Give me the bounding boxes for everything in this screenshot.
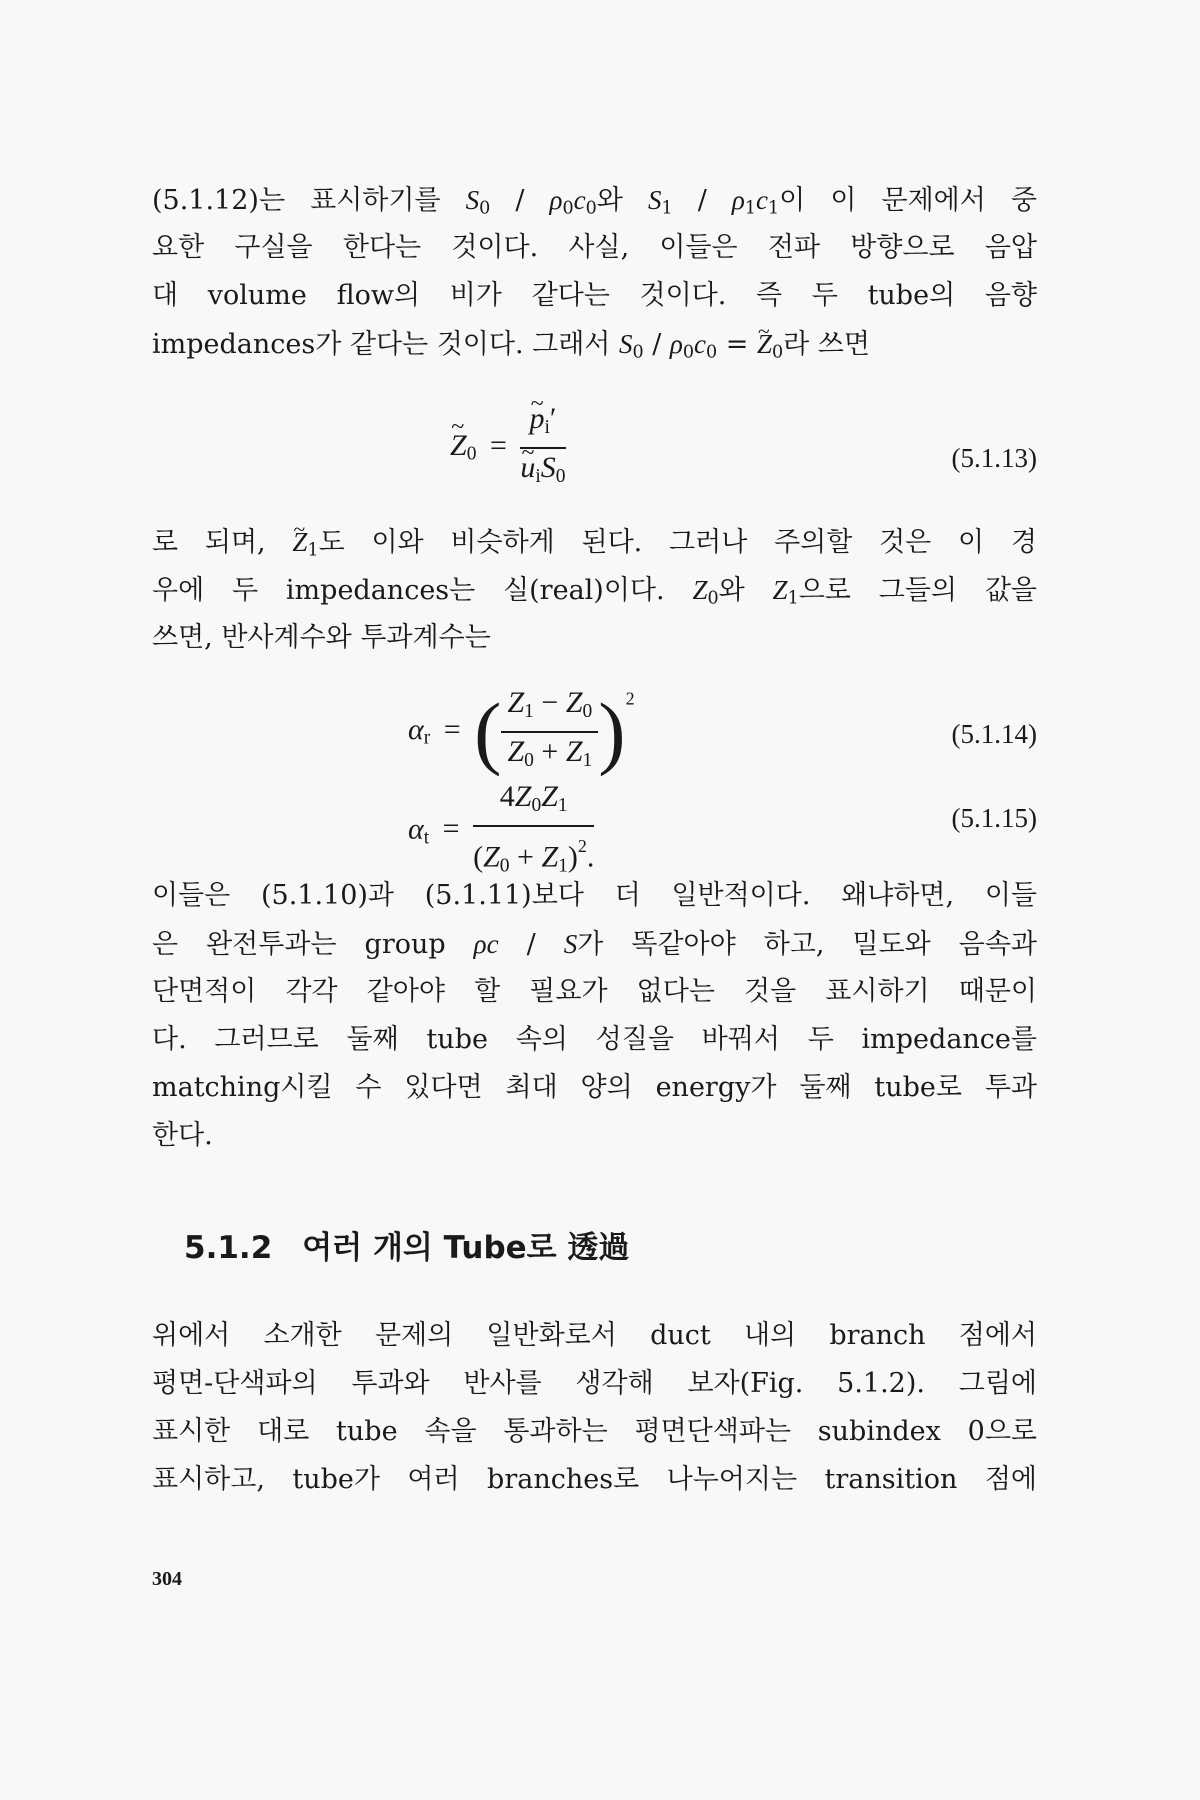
equation-number-5-1-15: (5.1.15) bbox=[951, 803, 1037, 833]
equation-number-5-1-14: (5.1.14) bbox=[951, 719, 1037, 749]
equation-5-1-14: $\alpha_r$ = ( $\frac{Z_1 - Z_0}{Z_0 + Z_1}$ )$^2$ bbox=[408, 684, 635, 780]
para3-line5: matching시킬 수 있다면 최대 양의 energy가 둘째 tube로 투과 bbox=[152, 1072, 1037, 1103]
para4-line1: 위에서 소개한 문제의 일반화로서 duct 내의 branch 점에서 bbox=[152, 1320, 1037, 1351]
para2-line2: 우에 두 impedances는 실(real)이다. $Z_0$와 $Z_1$으로 그들의 값을 bbox=[152, 575, 1037, 609]
para1-line2: 요한 구실을 한다는 것이다. 사실, 이들은 전파 방향으로 음압 bbox=[152, 232, 1037, 263]
para3-line1: 이들은 (5.1.10)과 (5.1.11)보다 더 일반적이다. 왜냐하면, 이들 bbox=[152, 880, 1037, 911]
para1-line1: (5.1.12)는 표시하기를 $S_0 / \rho_0c_0$와 $S_1 / \rho_1c_1$이 이 문제에서 중 bbox=[152, 185, 1037, 219]
para4-line2: 평면-단색파의 투과와 반사를 생각해 보자(Fig. 5.1.2). 그림에 bbox=[152, 1368, 1037, 1399]
equation-5-1-13: ~ $Z_0$ = ~ $p_i'$ ~ $u_iS_0$ bbox=[450, 400, 566, 496]
equation-number-5-1-13: (5.1.13) bbox=[951, 443, 1037, 473]
para2-line1: 로 되며, ~ $Z_1$도 이와 비슷하게 된다. 그러나 주의할 것은 이 경 bbox=[152, 522, 1037, 570]
page-number: 304 bbox=[152, 1568, 182, 1590]
para2-line3: 쓰면, 반사계수와 투과계수는 bbox=[152, 622, 491, 653]
para3-line3: 단면적이 각각 같아야 할 필요가 없다는 것을 표시하기 때문이 bbox=[152, 976, 1037, 1007]
eq14-fraction: $\frac{Z_1 - Z_0}{Z_0 + Z_1}$ bbox=[501, 684, 598, 780]
eq13-fraction: ~ $p_i'$ ~ $u_iS_0$ bbox=[520, 400, 565, 496]
section-title: 여러 개의 Tube로 透過 bbox=[302, 1230, 630, 1266]
equation-5-1-15: $\alpha_t$ = $\frac{4Z_0Z_1}{(Z_0 + Z_1)^2.}$ bbox=[408, 778, 594, 885]
para4-line4: 표시하고, tube가 여러 branches로 나누어지는 transition 점에 bbox=[152, 1464, 1037, 1495]
para3-line4: 다. 그러므로 둘째 tube 속의 성질을 바꿔서 두 impedance를 bbox=[152, 1024, 1037, 1055]
para3-line2: 은 완전투과는 group ρc / S가 똑같아야 하고, 밀도와 음속과 bbox=[152, 929, 1037, 960]
section-number: 5.1.2 bbox=[184, 1230, 273, 1266]
eq15-fraction: $\frac{4Z_0Z_1}{(Z_0 + Z_1)^2.}$ bbox=[473, 780, 595, 877]
section-heading bbox=[184, 1222, 629, 1267]
para1-line3: 대 volume flow의 비가 같다는 것이다. 즉 두 tube의 음향 bbox=[152, 280, 1037, 311]
para4-line3: 표시한 대로 tube 속을 통과하는 평면단색파는 subindex 0으로 bbox=[152, 1416, 1037, 1447]
para3-line6: 한다. bbox=[152, 1120, 213, 1151]
para1-line4: impedances가 같다는 것이다. 그래서 $S_0 / \rho_0c_0$ = ~ $Z_0$라 쓰면 bbox=[152, 324, 1037, 372]
